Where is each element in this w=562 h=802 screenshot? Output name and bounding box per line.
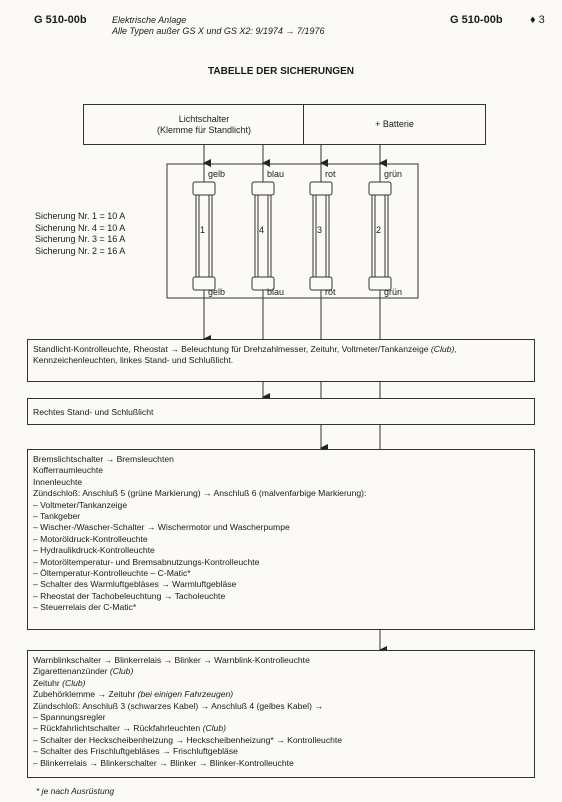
block3-line-5: – Voltmeter/Tankanzeige — [33, 499, 128, 510]
block3-line-2: Kofferraumleuchte — [33, 465, 104, 476]
wire-label-top-blau: blau — [267, 169, 285, 179]
wire-label-bottom-gelb: gelb — [208, 287, 226, 297]
doc-code-right: G 510-00b — [450, 14, 503, 26]
circuit-block-1 — [27, 339, 535, 382]
block3-line-6: – Tankgeber — [33, 511, 81, 522]
fuse-ratings — [35, 211, 125, 257]
block4-line-4-note: (bei einigen Fahrzeugen) — [137, 689, 234, 700]
lichtschalter-label: Lichtschalter — [178, 113, 230, 124]
block3-line-12: – Schalter des Warmluftgebläses → Warmluftgebläse — [33, 579, 237, 590]
batterie-box — [303, 104, 486, 145]
fuse-rating-3: Sicherung Nr. 3 = 16 A — [35, 234, 126, 244]
block3-line-11: – Öltemperatur-Kontrolleuchte – C-Matic* — [33, 568, 191, 579]
circuit-block-4 — [27, 650, 535, 778]
block3-line-1: Bremslichtschalter → Bremsleuchten — [33, 454, 174, 464]
block4-line-6: – Spannungsregler — [33, 712, 106, 723]
fuse-number-1: 1 — [200, 225, 206, 235]
block1-line1-club: (Club), — [430, 344, 457, 354]
fuse-rating-4: Sicherung Nr. 4 = 10 A — [35, 222, 126, 233]
fuse-number-4: 4 — [259, 225, 265, 235]
circuit-block-3 — [27, 449, 535, 630]
wire-label-top-gruen: grün — [384, 169, 403, 179]
wire-label-bottom-rot: rot — [325, 287, 336, 297]
wire-label-top-gelb: gelb — [208, 169, 226, 179]
block4-line-3: Zeituhr — [33, 677, 63, 688]
page-marker: ♦ 3 — [530, 14, 545, 26]
block4-line-4: Zubehörklemme → Zeituhr — [33, 689, 138, 700]
fuse-rating-2: Sicherung Nr. 2 = 16 A — [35, 245, 126, 256]
block3-line-7: – Wischer-/Wascher-Schalter → Wischermotor und Wascherpumpe — [33, 522, 290, 533]
wire-label-top-rot: rot — [325, 169, 336, 179]
block2-line1: Rechtes Stand- und Schlußlicht — [33, 407, 154, 417]
block3-line-13: – Rheostat der Tachobeleuchtung → Tacholeuchte — [33, 590, 226, 601]
block3-line-4: Zündschloß: Anschluß 5 (grüne Markierung) → Anschluß 6 (malvenfarbige Markierung): — [33, 488, 367, 499]
fuse-rating-1: Sicherung Nr. 1 = 10 A — [35, 211, 126, 221]
lichtschalter-box — [83, 104, 325, 145]
block4-line-2: Zigarettenanzünder — [33, 666, 110, 677]
batterie-label: + Batterie — [375, 119, 414, 129]
block3-line-8: – Motoröldruck-Kontrolleuchte — [33, 533, 148, 544]
block4-line-7: – Rückfahrlichtschalter → Rückfahrleuchten — [33, 723, 203, 734]
block1-line2: Kennzeichenleuchten, linkes Stand- und Schlußlicht. — [33, 355, 234, 366]
doc-code-left: G 510-00b — [34, 14, 87, 26]
block3-line-10: – Motoröltemperatur- und Bremsabnutzungs-Kontrolleuchte — [33, 556, 260, 567]
block4-line-2-club: (Club) — [109, 666, 134, 677]
circuit-block-2 — [27, 398, 535, 425]
table-title: TABELLE DER SICHERUNGEN — [208, 66, 354, 77]
block4-line-10: – Blinkerrelais → Blinkerschalter → Blinker → Blinker-Kontrolleuchte — [33, 757, 294, 768]
wire-label-bottom-blau: blau — [267, 287, 285, 297]
footnote: * je nach Ausrüstung — [36, 786, 115, 796]
fuse-number-3: 3 — [317, 225, 323, 235]
block3-line-9: – Hydraulikdruck-Kontrolleuchte — [33, 545, 155, 556]
doc-subtitle-1: Elektrische Anlage — [112, 15, 187, 25]
block4-line-3-club: (Club) — [62, 677, 86, 688]
doc-subtitle-2: Alle Typen außer GS X und GS X2: 9/1974 → 7/1976 — [112, 26, 325, 36]
fuse-number-2: 2 — [376, 225, 382, 235]
block3-line-14: – Steuerrelais der C-Matic* — [33, 602, 137, 613]
block4-line-7-club: (Club) — [202, 723, 226, 734]
block3-line-3: Innenleuchte — [33, 476, 83, 487]
block4-line-9: – Schalter des Frischluftgebläses → Frischluftgebläse — [33, 746, 238, 757]
block1-line1: Standlicht-Kontrolleuchte, Rheostat → Beleuchtung für Drehzahlmesser, Zeituhr, Voltmeter/Tankanzeige — [33, 344, 431, 354]
block4-line-1: Warnblinkschalter → Blinkerrelais → Blinker → Warnblink-Kontrolleuchte — [33, 655, 310, 665]
block4-line-8: – Schalter der Heckscheibenheizung → Heckscheibenheizung* → Kontrolleuchte — [33, 734, 343, 745]
block4-line-5: Zündschloß: Anschluß 3 (schwarzes Kabel) → Anschluß 4 (gelbes Kabel) → — [33, 700, 323, 711]
wire-label-bottom-gruen: grün — [384, 287, 403, 297]
lichtschalter-terminal: (Klemme für Standlicht) — [156, 124, 252, 135]
